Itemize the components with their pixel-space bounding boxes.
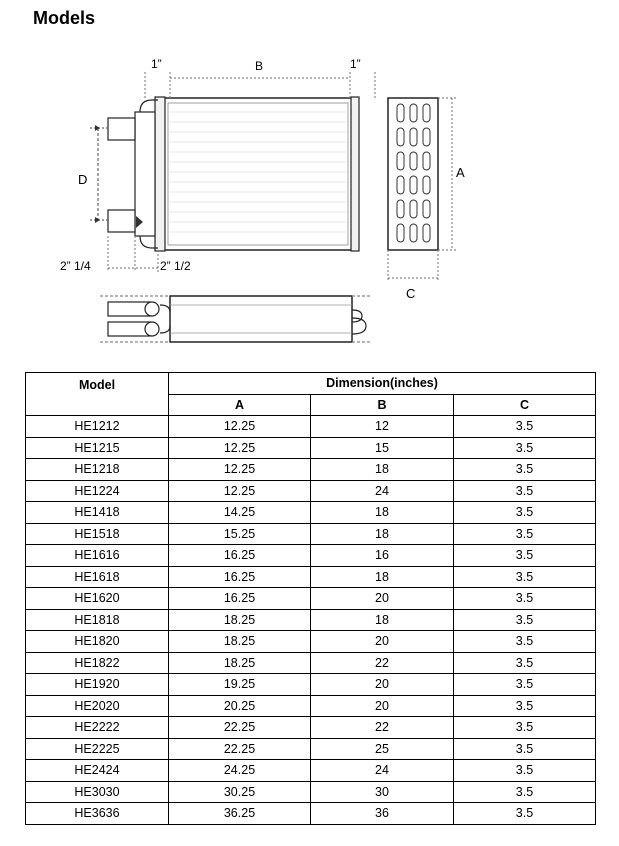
dim-c-cell: 3.5 [454, 545, 596, 567]
dim-b-cell: 18 [311, 523, 454, 545]
model-cell: HE2424 [26, 760, 169, 782]
dim-label-b: B [255, 59, 264, 73]
coil-frame [163, 98, 353, 250]
model-cell: HE2222 [26, 717, 169, 739]
side-view [388, 98, 438, 250]
dim-c-cell: 3.5 [454, 631, 596, 653]
dim-b-cell: 18 [311, 502, 454, 524]
model-cell: HE1518 [26, 523, 169, 545]
dim-c-cell: 3.5 [454, 738, 596, 760]
model-cell: HE3636 [26, 803, 169, 825]
table-row [26, 760, 596, 782]
dim-a-cell: 16.25 [169, 588, 311, 610]
table-row [26, 437, 596, 459]
dim-b-cell: 18 [311, 609, 454, 631]
dim-b-cell: 12 [311, 416, 454, 438]
dim-a-cell: 14.25 [169, 502, 311, 524]
dim-c-cell: 3.5 [454, 480, 596, 502]
dim-a-cell: 12.25 [169, 480, 311, 502]
dim-b-cell: 20 [311, 674, 454, 696]
table-row [26, 717, 596, 739]
dim-label-d: D [78, 172, 88, 187]
dimension-group-header: Dimension(inches) [169, 373, 596, 395]
header-pipe [135, 112, 155, 236]
table-row [26, 652, 596, 674]
model-cell: HE2225 [26, 738, 169, 760]
model-cell: HE1620 [26, 588, 169, 610]
model-cell: HE1618 [26, 566, 169, 588]
dim-b-cell: 20 [311, 695, 454, 717]
table-row [26, 738, 596, 760]
heat-exchanger-drawing [0, 40, 619, 350]
model-cell: HE1215 [26, 437, 169, 459]
dim-label-1in-right: 1” [350, 57, 361, 71]
dim-b-cell: 22 [311, 652, 454, 674]
page-title: Models [33, 8, 96, 28]
dim-b-cell: 20 [311, 631, 454, 653]
table-row [26, 545, 596, 567]
table-row [26, 609, 596, 631]
dim-b-cell: 25 [311, 738, 454, 760]
dim-c-cell: 3.5 [454, 609, 596, 631]
dim-b-cell: 36 [311, 803, 454, 825]
column-header-b: B [311, 394, 454, 416]
dim-c-cell: 3.5 [454, 760, 596, 782]
dim-c-cell: 3.5 [454, 502, 596, 524]
model-cell: HE1820 [26, 631, 169, 653]
dim-c-cell: 3.5 [454, 803, 596, 825]
dim-label-a: A [456, 165, 465, 180]
dim-b-cell: 30 [311, 781, 454, 803]
dim-a-cell: 22.25 [169, 738, 311, 760]
dim-label-1in-left: 1” [151, 57, 162, 71]
dim-a-cell: 19.25 [169, 674, 311, 696]
dim-a-cell: 36.25 [169, 803, 311, 825]
table-row [26, 781, 596, 803]
model-cell: HE1212 [26, 416, 169, 438]
dim-a-cell: 12.25 [169, 459, 311, 481]
table-row [26, 502, 596, 524]
table-row [26, 416, 596, 438]
dim-c-cell: 3.5 [454, 566, 596, 588]
top-view [170, 296, 352, 342]
dim-c-cell: 3.5 [454, 437, 596, 459]
dim-c-cell: 3.5 [454, 781, 596, 803]
dim-b-cell: 16 [311, 545, 454, 567]
outlet-stub [108, 210, 135, 232]
table-row [26, 695, 596, 717]
dim-a-cell: 22.25 [169, 717, 311, 739]
dim-a-cell: 30.25 [169, 781, 311, 803]
table-row [26, 631, 596, 653]
inlet-stub [108, 118, 135, 140]
model-cell: HE1822 [26, 652, 169, 674]
table-row [26, 674, 596, 696]
table-row [26, 588, 596, 610]
model-cell: HE2020 [26, 695, 169, 717]
dim-c-cell: 3.5 [454, 416, 596, 438]
dim-c-cell: 3.5 [454, 674, 596, 696]
model-dimension-table [25, 372, 596, 825]
table-row [26, 803, 596, 825]
dim-a-cell: 24.25 [169, 760, 311, 782]
model-cell: HE1224 [26, 480, 169, 502]
dim-a-cell: 20.25 [169, 695, 311, 717]
model-cell: HE1920 [26, 674, 169, 696]
dim-b-cell: 15 [311, 437, 454, 459]
dim-a-cell: 18.25 [169, 631, 311, 653]
dim-a-cell: 12.25 [169, 416, 311, 438]
dim-c-cell: 3.5 [454, 459, 596, 481]
dim-b-cell: 20 [311, 588, 454, 610]
dim-c-cell: 3.5 [454, 717, 596, 739]
dim-a-cell: 18.25 [169, 652, 311, 674]
model-cell: HE1616 [26, 545, 169, 567]
table-row [26, 523, 596, 545]
column-header-c: C [454, 394, 596, 416]
table-row [26, 566, 596, 588]
dim-b-cell: 18 [311, 566, 454, 588]
dim-b-cell: 18 [311, 459, 454, 481]
dim-c-cell: 3.5 [454, 588, 596, 610]
dim-a-cell: 12.25 [169, 437, 311, 459]
dim-a-cell: 15.25 [169, 523, 311, 545]
dim-b-cell: 24 [311, 760, 454, 782]
dim-c-cell: 3.5 [454, 695, 596, 717]
model-cell: HE1218 [26, 459, 169, 481]
model-column-header: Model [26, 373, 169, 416]
dim-label-c: C [406, 286, 416, 301]
table-row [26, 480, 596, 502]
dim-b-cell: 22 [311, 717, 454, 739]
model-cell: HE1818 [26, 609, 169, 631]
dim-a-cell: 16.25 [169, 545, 311, 567]
dim-b-cell: 24 [311, 480, 454, 502]
dim-c-cell: 3.5 [454, 523, 596, 545]
dim-c-cell: 3.5 [454, 652, 596, 674]
model-cell: HE3030 [26, 781, 169, 803]
dim-label-2-1-2: 2” 1/2 [160, 259, 191, 273]
dim-label-2-1-4: 2” 1/4 [60, 259, 91, 273]
model-cell: HE1418 [26, 502, 169, 524]
table-row [26, 459, 596, 481]
dim-a-cell: 16.25 [169, 566, 311, 588]
dim-a-cell: 18.25 [169, 609, 311, 631]
column-header-a: A [169, 394, 311, 416]
